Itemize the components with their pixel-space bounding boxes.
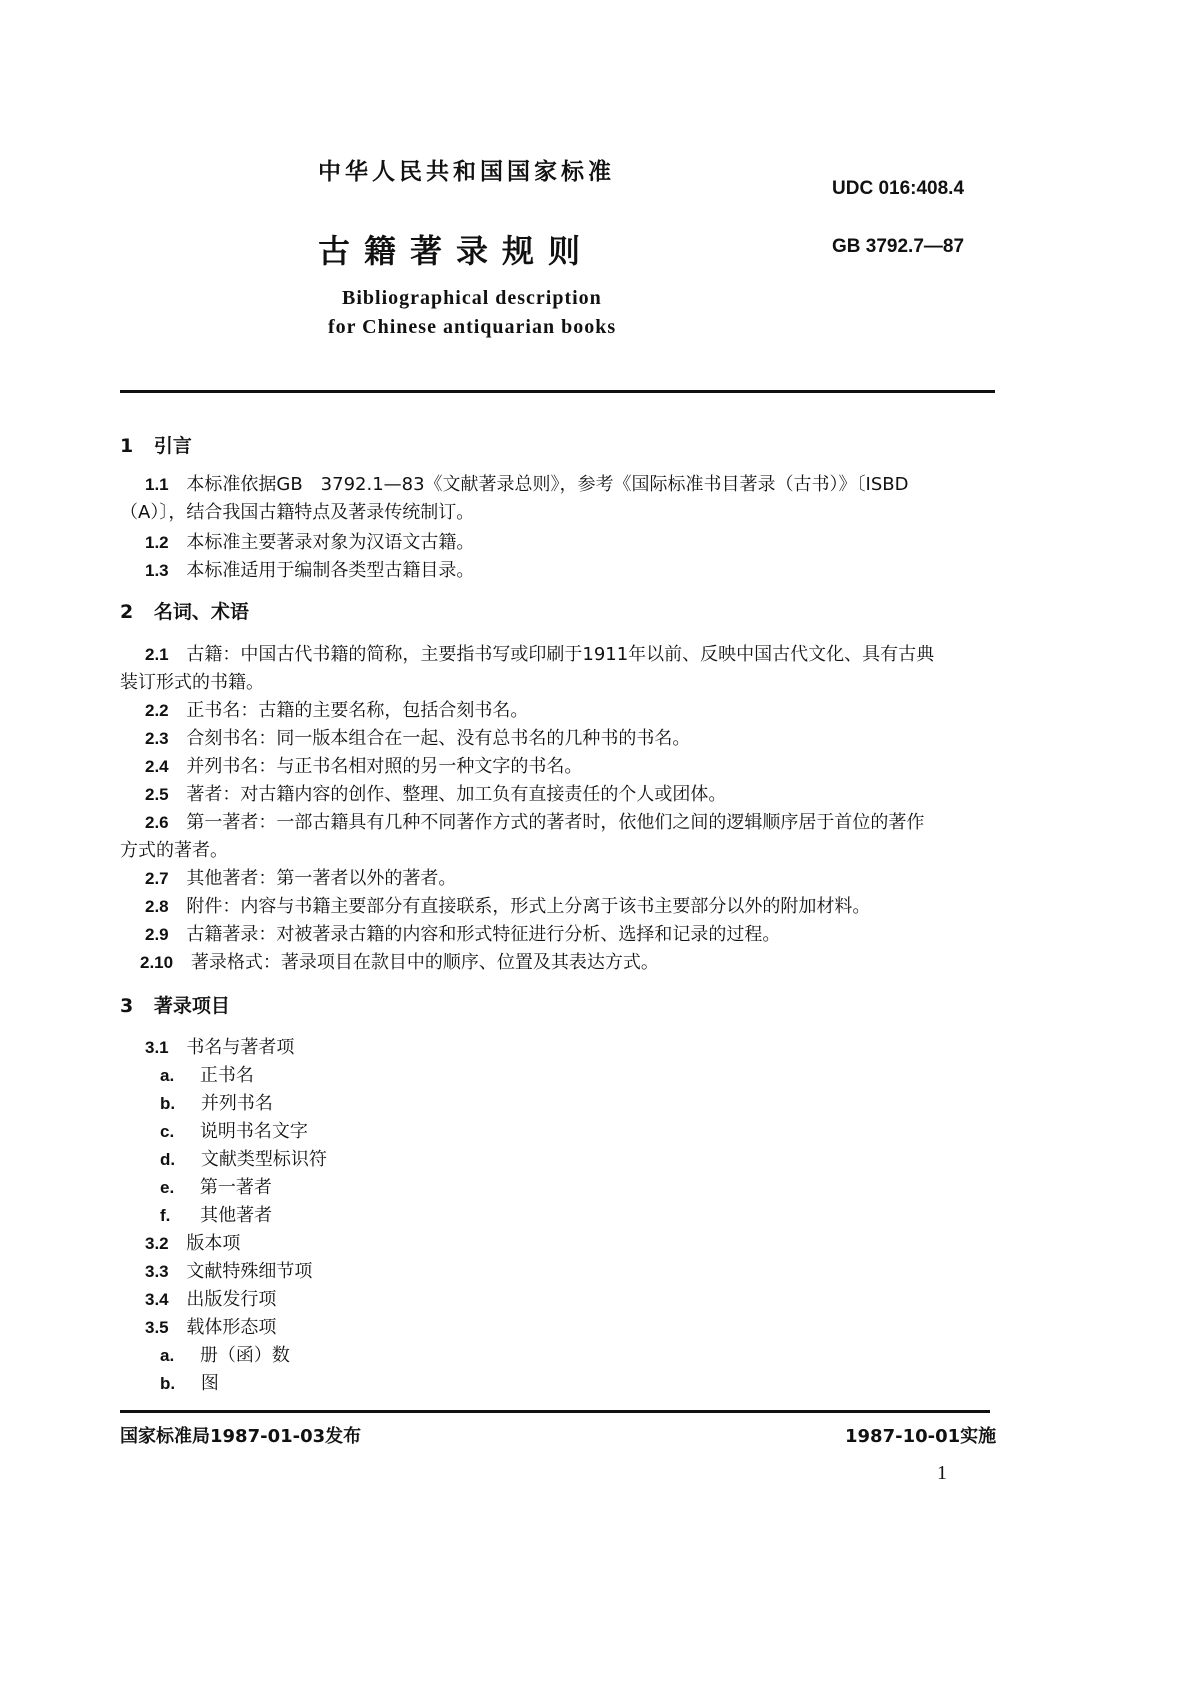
issued-date: 国家标准局1987-01-03发布 xyxy=(120,1426,362,1447)
clause-2-5 xyxy=(145,780,726,810)
clause-text: 本标准适用于编制各类型古籍目录。 xyxy=(186,560,475,581)
clause-text: 古籍：中国古代书籍的简称，主要指书写或印刷于1911年以前、反映中国古代文化、具有古典 xyxy=(186,644,935,665)
clause-1-2 xyxy=(145,528,474,558)
clause-2-1-cont: 装订形式的书籍。 xyxy=(120,672,264,693)
standard-type: 中华人民共和国国家标准 xyxy=(318,159,615,185)
item-text: 其他著者 xyxy=(200,1205,273,1226)
effective-date: 1987-10-01实施 xyxy=(845,1426,997,1447)
title-en-line2: for Chinese antiquarian books xyxy=(328,316,617,338)
item-3-1 xyxy=(145,1033,294,1063)
item-letter: a. xyxy=(160,1346,175,1365)
section-title: 名词、术语 xyxy=(153,601,249,623)
item-3-1-e xyxy=(160,1173,272,1203)
item-text: 书名与著者项 xyxy=(186,1037,295,1058)
gb-code: GB 3792.7—87 xyxy=(832,236,965,257)
item-3-1-b xyxy=(160,1089,273,1119)
clause-number: 2.10 xyxy=(140,953,174,972)
clause-number: 2.4 xyxy=(145,757,169,776)
clause-number: 1.1 xyxy=(145,475,169,494)
section-number: 2 xyxy=(120,601,134,623)
item-3-1-a xyxy=(160,1061,254,1091)
section-1-heading xyxy=(120,431,192,458)
item-number: 3.4 xyxy=(145,1290,169,1309)
clause-text: 本标准主要著录对象为汉语文古籍。 xyxy=(186,532,475,553)
clause-number: 2.6 xyxy=(145,813,169,832)
section-title: 著录项目 xyxy=(153,995,230,1017)
clause-number: 1.2 xyxy=(145,533,169,552)
footer-rule xyxy=(120,1410,990,1413)
item-text: 说明书名文字 xyxy=(199,1121,308,1142)
item-text: 正书名 xyxy=(199,1065,254,1086)
item-3-4 xyxy=(145,1285,276,1315)
clause-1-1-cont: （A）〕，结合我国古籍特点及著录传统制订。 xyxy=(120,502,475,523)
section-3-heading xyxy=(120,991,230,1018)
item-3-1-f xyxy=(160,1201,272,1231)
clause-text: 正书名：古籍的主要名称，包括合刻书名。 xyxy=(186,700,529,721)
item-3-5-b xyxy=(160,1369,219,1399)
item-number: 3.2 xyxy=(145,1234,169,1253)
item-letter: c. xyxy=(160,1122,175,1141)
item-letter: d. xyxy=(160,1150,176,1169)
clause-text: 附件：内容与书籍主要部分有直接联系，形式上分离于该书主要部分以外的附加材料。 xyxy=(186,896,871,917)
clause-text: 著者：对古籍内容的创作、整理、加工负有直接责任的个人或团体。 xyxy=(186,784,727,805)
item-text: 并列书名 xyxy=(200,1093,273,1114)
clause-number: 2.5 xyxy=(145,785,169,804)
clause-text: 著录格式：著录项目在款目中的顺序、位置及其表达方式。 xyxy=(190,952,659,973)
item-text: 第一著者 xyxy=(199,1177,272,1198)
item-text: 载体形态项 xyxy=(186,1317,277,1338)
clause-1-3 xyxy=(145,556,474,586)
clause-2-2 xyxy=(145,696,528,726)
item-3-1-c xyxy=(160,1117,308,1147)
item-3-5-a xyxy=(160,1341,290,1371)
clause-2-6 xyxy=(145,808,924,838)
item-text: 文献特殊细节项 xyxy=(186,1261,313,1282)
item-text: 册（函）数 xyxy=(199,1345,290,1366)
item-text: 出版发行项 xyxy=(186,1289,277,1310)
item-text: 图 xyxy=(200,1373,219,1394)
clause-number: 2.2 xyxy=(145,701,169,720)
clause-number: 2.8 xyxy=(145,897,169,916)
item-number: 3.3 xyxy=(145,1262,169,1281)
item-3-2 xyxy=(145,1229,240,1259)
clause-2-3 xyxy=(145,724,690,754)
clause-text: 合刻书名：同一版本组合在一起、没有总书名的几种书的书名。 xyxy=(186,728,691,749)
clause-2-9 xyxy=(145,920,780,950)
item-text: 文献类型标识符 xyxy=(200,1149,327,1170)
title-en-line1: Bibliographical description xyxy=(342,287,602,309)
clause-text: 其他著者：第一著者以外的著者。 xyxy=(186,868,457,889)
item-letter: b. xyxy=(160,1094,176,1113)
item-number: 3.1 xyxy=(145,1038,169,1057)
item-3-3 xyxy=(145,1257,312,1287)
page-number: 1 xyxy=(937,1462,947,1484)
clause-text: 古籍著录：对被著录古籍的内容和形式特征进行分析、选择和记录的过程。 xyxy=(186,924,781,945)
clause-2-10 xyxy=(140,948,659,978)
item-letter: f. xyxy=(160,1206,171,1225)
section-number: 3 xyxy=(120,995,134,1017)
section-number: 1 xyxy=(120,435,134,457)
udc-code: UDC 016:408.4 xyxy=(832,178,965,199)
clause-text: 本标准依据GB 3792.1—83《文献著录总则》，参考《国际标准书目著录（古书）》〔ISBD xyxy=(186,474,909,495)
clause-text: 并列书名：与正书名相对照的另一种文字的书名。 xyxy=(186,756,583,777)
section-2-heading xyxy=(120,597,249,624)
clause-number: 2.7 xyxy=(145,869,169,888)
clause-number: 2.1 xyxy=(145,645,169,664)
header-rule xyxy=(120,390,995,393)
item-letter: b. xyxy=(160,1374,176,1393)
clause-2-6-cont: 方式的著者。 xyxy=(120,840,228,861)
item-3-1-d xyxy=(160,1145,327,1175)
clause-number: 2.3 xyxy=(145,729,169,748)
clause-2-8 xyxy=(145,892,870,922)
item-letter: a. xyxy=(160,1066,175,1085)
item-number: 3.5 xyxy=(145,1318,169,1337)
document-title: 古籍著录规则 xyxy=(318,232,595,270)
clause-2-1 xyxy=(145,640,934,670)
clause-1-1 xyxy=(145,470,995,500)
clause-number: 1.3 xyxy=(145,561,169,580)
section-title: 引言 xyxy=(153,435,192,457)
item-letter: e. xyxy=(160,1178,175,1197)
clause-2-7 xyxy=(145,864,456,894)
clause-2-4 xyxy=(145,752,582,782)
item-3-5 xyxy=(145,1313,276,1343)
item-text: 版本项 xyxy=(186,1233,241,1254)
clause-text: 第一著者：一部古籍具有几种不同著作方式的著者时，依他们之间的逻辑顺序居于首位的著作 xyxy=(186,812,925,833)
clause-number: 2.9 xyxy=(145,925,169,944)
